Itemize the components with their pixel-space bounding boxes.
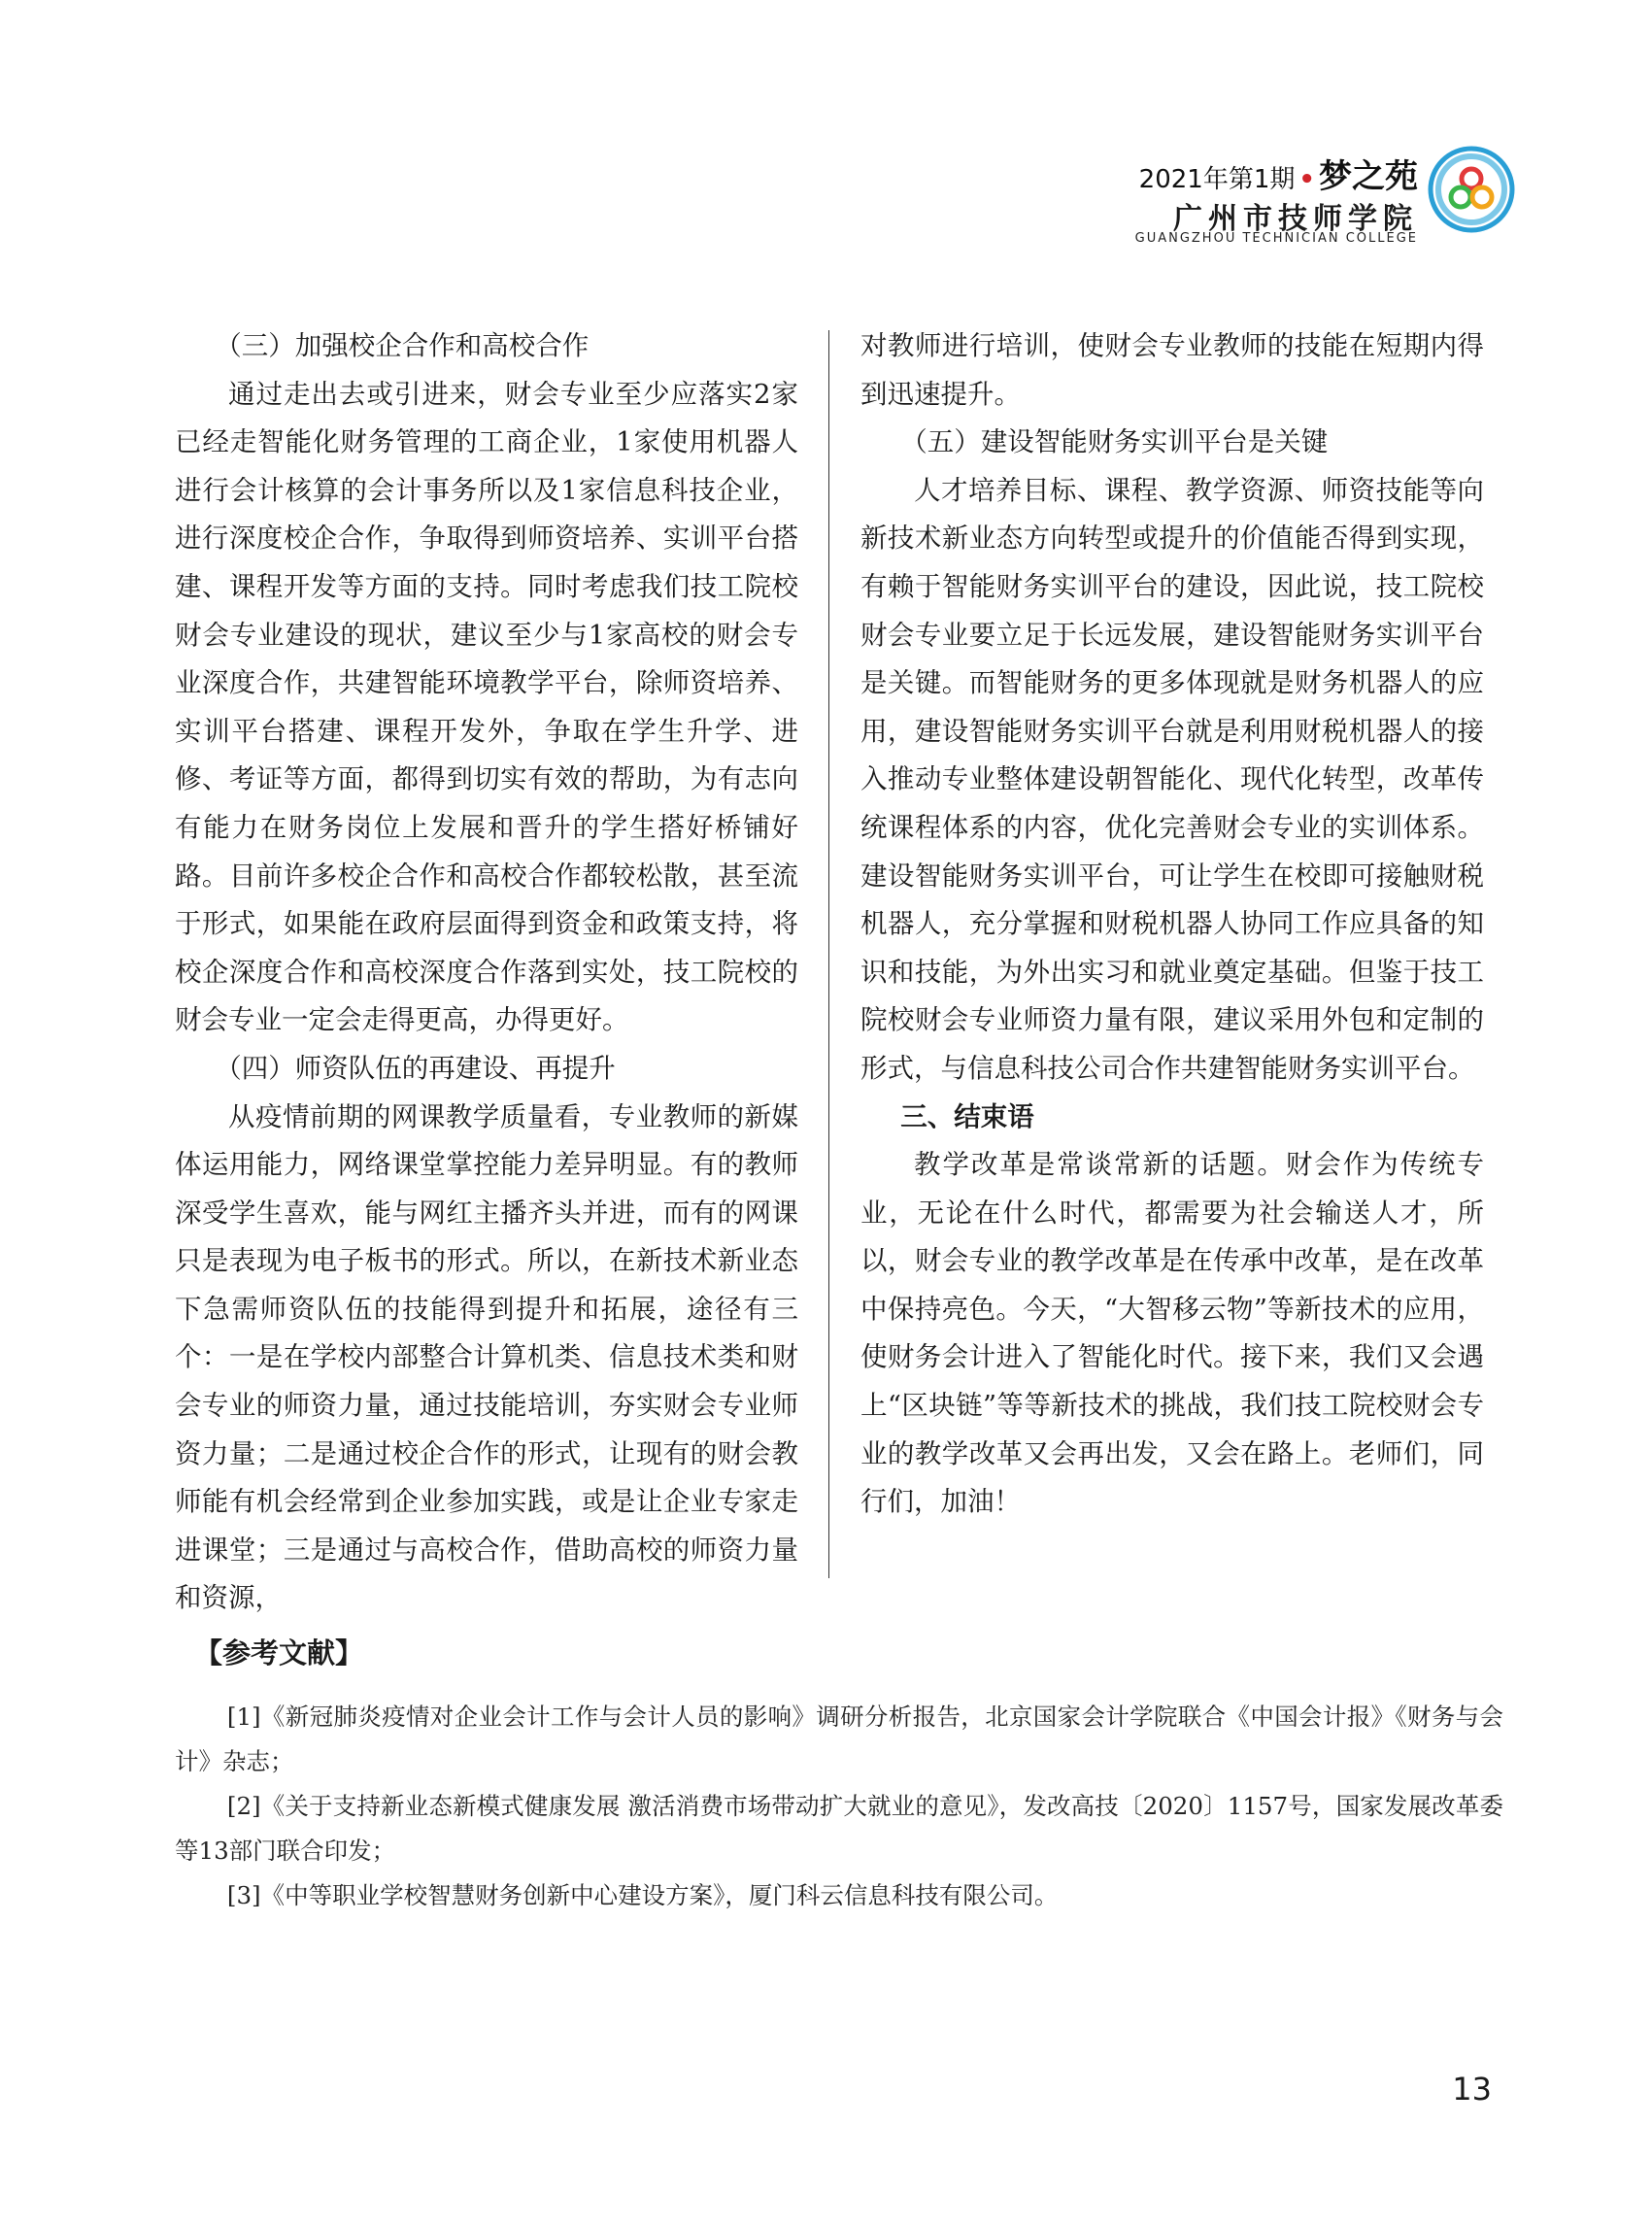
page-number: 13 <box>1452 2071 1492 2108</box>
issue-line <box>1139 150 1418 197</box>
references-title: 【参考文献】 <box>194 1636 364 1670</box>
college-name-cn: 广州市技师学院 <box>1173 202 1418 236</box>
right-column <box>860 322 1484 1527</box>
heading-section-3: （三）加强校企合作和高校合作 <box>215 330 590 361</box>
separator-dot: • <box>1298 165 1315 194</box>
reference-item: [1]《新冠肺炎疫情对企业会计工作与会计人员的影响》调研分析报告，北京国家会计学院联合《中国会计报》《财务与会计》杂志； <box>175 1703 1503 1775</box>
paragraph-section-4: 从疫情前期的网课教学质量看，专业教师的新媒体运用能力，网络课堂掌控能力差异明显。有的教师深受学生喜欢，能与网红主播齐头并进，而有的网课只是表现为电子板书的形式。所以，在新技术新业态下急需师资队伍的技能得到提升和拓展，途径有三个：一是在学校内部整合计算机类、信息技术类和财会专业的师资力量，通过技能培训，夯实财会专业师资力量；二是通过校企合作的形式，让现有的财会教师能有机会经常到企业参加实践，或是让企业专家走进课堂；三是通过与高校合作，借助高校的师资力量和资源， <box>175 1100 798 1614</box>
heading-section-4: （四）师资队伍的再建设、再提升 <box>215 1052 616 1084</box>
paragraph-section-4-continued: 对教师进行培训，使财会专业教师的技能在短期内得到迅速提升。 <box>860 330 1484 410</box>
reference-item: [2]《关于支持新业态新模式健康发展 激活消费市场带动扩大就业的意见》，发改高技〔2020〕1157号，国家发展改革委等13部门联合印发； <box>175 1792 1503 1865</box>
paragraph-conclusion: 教学改革是常谈常新的话题。财会作为传统专业，无论在什么时代，都需要为社会输送人才，所以，财会专业的教学改革是在传承中改革，是在改革中保持亮色。今天，“大智移云物”等新技术的应用，使财务会计进入了智能化时代。接下来，我们又会遇上“区块链”等等新技术的挑战，我们技工院校财会专业的教学改革又会再出发，又会在路上。老师们，同行们，加油！ <box>860 1149 1484 1518</box>
left-column <box>175 322 798 1623</box>
page-header <box>1010 146 1515 253</box>
college-logo-icon <box>1428 146 1515 233</box>
references-section <box>175 1632 1503 1918</box>
issue-label: 2021年第1期 <box>1138 165 1296 194</box>
paragraph-section-3: 通过走出去或引进来，财会专业至少应落实2家已经走智能化财务管理的工商企业，1家使用机器人进行会计核算的会计事务所以及1家信息科技企业，进行深度校企合作，争取得到师资培养、实训平台搭建、课程开发等方面的支持。同时考虑我们技工院校财会专业建设的现状，建议至少与1家高校的财会专业深度合作，共建智能环境教学平台，除师资培养、实训平台搭建、课程开发外，争取在学生升学、进修、考证等方面，都得到切实有效的帮助，为有志向有能力在财务岗位上发展和晋升的学生搭好桥铺好路。目前许多校企合作和高校合作都较松散，甚至流于形式，如果能在政府层面得到资金和政策支持，将校企深度合作和高校深度合作落到实处，技工院校的财会专业一定会走得更高，办得更好。 <box>175 378 798 1036</box>
section-title-conclusion: 三、结束语 <box>900 1100 1034 1132</box>
magazine-brand: 梦之苑 <box>1319 157 1418 196</box>
reference-item: [3]《中等职业学校智慧财务创新中心建设方案》，厦门科云信息科技有限公司。 <box>226 1881 1059 1909</box>
heading-section-5: （五）建设智能财务实训平台是关键 <box>900 426 1329 458</box>
paragraph-section-5: 人才培养目标、课程、教学资源、师资技能等向新技术新业态方向转型或提升的价值能否得到实现，有赖于智能财务实训平台的建设，因此说，技工院校财会专业要立足于长远发展，建设智能财务实训平台是关键。而智能财务的更多体现就是财务机器人的应用，建设智能财务实训平台就是利用财税机器人的接入推动专业整体建设朝智能化、现代化转型，改革传统课程体系的内容，优化完善财会专业的实训体系。建设智能财务实训平台，可让学生在校即可接触财税机器人，充分掌握和财税机器人协同工作应具备的知识和技能，为外出实习和就业奠定基础。但鉴于技工院校财会专业师资力量有限，建议采用外包和定制的形式，与信息科技公司合作共建智能财务实训平台。 <box>860 474 1484 1084</box>
column-divider <box>828 330 829 1578</box>
college-name-en: GUANGZHOU TECHNICIAN COLLEGE <box>1134 231 1418 246</box>
